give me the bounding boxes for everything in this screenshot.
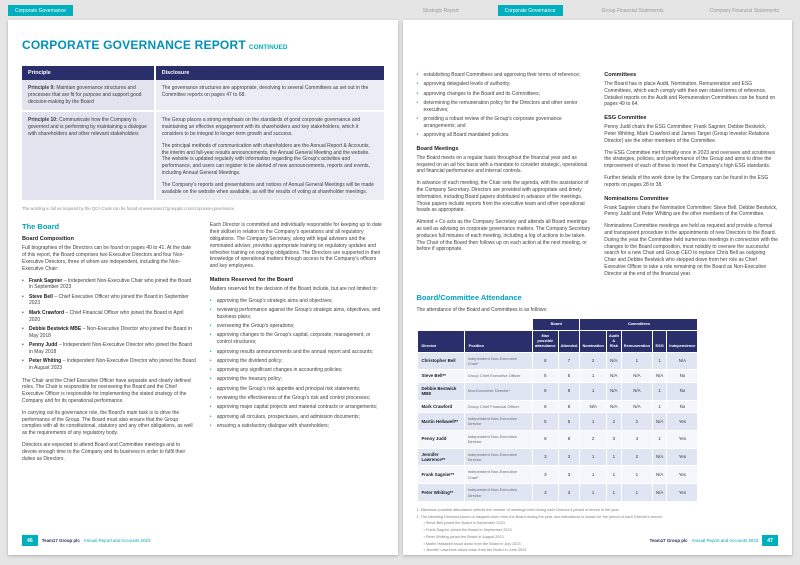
top-navigation-bar: [0, 0, 800, 18]
group-board-header: Board: [533, 319, 580, 331]
esg-cell: 1: [652, 400, 666, 412]
director-name: Penny Judd: [29, 341, 58, 348]
left-page-column-1: [22, 222, 196, 467]
left-page-column-2: [210, 222, 384, 467]
body-paragraph: Almond + Co acts as the Company Secretary and attends all Board meetings as well as advising on corporate governance matters. The Company Secretary produces full minutes of each meeting, including a log of actions to be taken. The Chair of the Board then follows up on each action at the next meeting, or before if appropriate.: [416, 219, 591, 253]
esg-cell: N/A: [652, 466, 666, 484]
disclosure-paragraph: The governance structures are appropriate, devolving to several Committees as set out in the Committee reports on pages 47 to 68.: [161, 85, 369, 98]
matter-list-item: • determining the remuneration policy for the Directors and other senior executives;: [417, 100, 591, 114]
footer-company: Team17 Group plc: [41, 538, 80, 543]
principle-9-cell: [22, 80, 156, 112]
body-paragraph: Frank Sagnier chairs the Nomination Committee; Steve Bell, Debbie Bestwick, Penny Judd and Peter Whiting are the other members of the Committee.: [604, 204, 778, 218]
disclosure-paragraph: The Group places a strong emphasis on the standards of good corporate governance and maintaining an effective engagement with its shareholders and key stakeholders, which it considers to be integral to longer term growth and success.: [161, 117, 361, 137]
principle-10-disclosure: [156, 112, 384, 202]
section-tab[interactable]: Corporate Governance: [498, 5, 563, 16]
attended-cell: 8: [558, 400, 580, 412]
esg-header: ESG: [652, 331, 666, 352]
attendance-group-row: [417, 319, 698, 331]
matters-list-continued: [417, 72, 591, 139]
principle-10-row: [22, 112, 384, 202]
matter-list-item: • approving any significant changes in accounting policies;: [210, 367, 384, 374]
director-name-cell: Peter Whiting**: [417, 484, 464, 502]
group-spacer: [417, 319, 533, 331]
director-name-cell: Frank Sagnier**: [417, 466, 464, 484]
director-position-cell: Group Chief Financial Officer: [464, 400, 532, 412]
attended-cell: 5: [558, 370, 580, 382]
director-list-item: [22, 326, 196, 340]
independence-cell: Yes: [667, 484, 698, 502]
esg-committee-heading: ESG Committee: [604, 115, 647, 122]
the-board-heading: The Board: [22, 222, 60, 232]
footnote-line: 1. Maximum possible attendance reflects the number of meetings held during each Director's period of tenure in the year.: [416, 508, 620, 513]
director-name: Mark Crawford: [29, 309, 65, 316]
attended-cell: 7: [558, 352, 580, 370]
attendance-intro: The attendance of the Board and Committees is as follows:: [416, 306, 548, 313]
disclosure-column-header: Disclosure: [156, 66, 384, 80]
director-name-cell: Mark Crawford: [417, 400, 464, 412]
attendance-row: [417, 466, 698, 484]
director-name: Debbie Bestwick MBE: [29, 325, 82, 332]
attended-cell: 8: [558, 382, 580, 400]
matters-reserved-heading: Matters Reserved for the Board: [209, 276, 294, 283]
esg-cell: N/A: [652, 484, 666, 502]
nomination-cell: N/A: [580, 400, 606, 412]
director-position-cell: Independent Non-Executive Director: [464, 448, 532, 466]
report-spread: [0, 18, 800, 555]
director-name-cell: Martin Hellawell**: [417, 412, 464, 430]
principle-9-title: Principle 9:: [28, 85, 55, 91]
matter-list-item: • reviewing the effectiveness of the Group's risk and control processes;: [210, 395, 384, 402]
qca-code-note: The wording in full as required by the QCA Code can be found at www.team17groupplc.com/corporate-governance: [22, 206, 235, 212]
matter-list-item: • approving the treasury policy;: [210, 376, 384, 383]
body-paragraph: In advance of each meeting, the Chair sets the agenda, with the assistance of the Company Secretary. Directors are provided with appropriate and timely information, including Board papers distributed in advance of the meetings. Those papers include reports from the executive team and other operational heads as appropriate.: [416, 180, 589, 214]
footnote-line: • Martin Hellawell stood down from the Board in July 2023: [423, 541, 521, 546]
independence-cell: Yes: [667, 412, 698, 430]
attendance-footnotes: [417, 508, 699, 553]
director-role: – Independent Non-Executive Director who joined the Board in August 2023: [29, 358, 196, 371]
remuneration-cell: 1: [621, 484, 652, 502]
matter-list-item: • approving the Group's risk appetite and principal risk statements;: [210, 386, 384, 393]
esg-paragraphs: [604, 124, 778, 188]
independence-cell: No: [667, 400, 698, 412]
nomination-cell: 1: [580, 412, 606, 430]
director-name: Steve Bell: [29, 293, 53, 300]
independence-cell: No: [667, 382, 698, 400]
director-position-cell: Independent Non-Executive Chair*: [464, 352, 532, 370]
remuneration-cell: 1: [621, 466, 652, 484]
audit-risk-cell: 1: [606, 448, 621, 466]
disclosure-paragraph: The principal methods of communication with shareholders are the Annual Report & Accounts, the interim and full-year results announcements, the Annual General Meeting and the website. The website is updated regularly with information regarding the Group's activities and performance, and users can register to be alerted of new announcements, reports and events, including Annual General Meetings.: [161, 142, 370, 176]
director-position-cell: Independent Non-Executive Director: [464, 412, 532, 430]
attendance-row: [417, 370, 698, 382]
principle-column-header: Principle: [22, 66, 156, 80]
attendance-heading: Board/Committee Attendance: [416, 292, 522, 302]
matter-list-item: • approving all circulars, prospectuses, and admission documents;: [210, 414, 384, 421]
independence-header: Independence: [667, 331, 698, 352]
committees-paragraph: The Board has in place Audit, Nomination, Remuneration and ESG Committees, which each comply with their own stated terms of reference. Detailed reports on the Audit and Remuneration Committees can be found on pages 49 to 64.: [604, 81, 776, 108]
matter-list-item: • approving changes to the Board and its Committees;: [417, 91, 591, 98]
current-section-tab[interactable]: Corporate Governance: [8, 5, 73, 16]
max-attendance-cell: 3: [533, 466, 559, 484]
committees-heading: Committees: [604, 72, 637, 78]
audit-risk-header: Audit & Risk: [606, 331, 621, 352]
independence-cell: Yes: [667, 430, 698, 448]
director-header: Director: [417, 331, 464, 352]
matter-list-item: • approving major capital projects and material contracts or arrangements;: [210, 404, 384, 411]
independence-cell: N/A: [667, 352, 698, 370]
matter-list-item: • approving all Board mandated policies.: [417, 132, 591, 139]
body-paragraph: In carrying out its governance role, the Board's main task is to drive the performance of the Group. The Board must also ensure that the Group complies with all its constitutional, statutory and any other obligations, as well as the requirements of any regulatory body.: [22, 409, 193, 437]
remuneration-cell: 1: [621, 352, 652, 370]
footnote-line: • Frank Sagnier joined the Board in September 2023: [423, 528, 512, 533]
principles-header-row: [22, 66, 384, 80]
body-paragraph: Nominations Committee meetings are held as required and provide a formal and transparent procedure to the appointments of new Directors to the Board. During the year the Committee held numerous meetings in connection with the changes to the Board composition, most notably to oversee the successful search for a new Chair and Group CEO to replace Chris Bell as outgoing Chair and Debbie Bestwick who stepped down from her role as Chief Executive Officer to take a role remaining on the Board as Non-Executive Director at the end of the financial year.: [604, 223, 778, 277]
director-position-cell: Independent Non-Executive Director: [464, 484, 532, 502]
attended-header: Attended: [558, 331, 580, 352]
matter-list-item: • approving changes to the Group's capital, corporate, management, or control structures;: [210, 332, 384, 346]
attended-cell: 3: [558, 484, 580, 502]
remuneration-cell: 4: [621, 430, 652, 448]
max-attendance-cell: 8: [533, 400, 559, 412]
principle-10-text: Communicate how the Company is governed and is performing by maintaining a dialogue with shareholders and other relevant stakeholders: [28, 117, 147, 137]
max-attendance-cell: 8: [533, 430, 559, 448]
directors-list: [22, 278, 196, 372]
director-name-cell: Jennifer Lawrence**: [417, 448, 464, 466]
director-position-cell: Non-Executive Director*: [464, 382, 532, 400]
left-page-footer: [22, 535, 150, 546]
remuneration-cell: N/A: [621, 382, 652, 400]
director-role: – Non-Executive Director who joined the Board in May 2018: [29, 325, 192, 339]
principle-10-title: Principle 10:: [28, 117, 58, 124]
max-attendance-cell: 3: [533, 448, 559, 466]
page-number-left: 46: [22, 535, 38, 546]
attended-cell: 8: [558, 430, 580, 448]
principle-9-text: Maintain governance structures and processes that are fit for purpose and support good decision-making by the Board: [28, 85, 142, 105]
page-left: [8, 20, 398, 555]
nominations-committee-heading: Nominations Committee: [604, 195, 669, 202]
attendance-row: [417, 484, 698, 502]
max-attendance-cell: 5: [533, 370, 559, 382]
matter-list-item: • establishing Board Committees and approving their terms of reference;: [417, 72, 591, 79]
section-tab[interactable]: Company Financial Statements: [709, 7, 779, 14]
nomination-cell: 2: [580, 430, 606, 448]
audit-risk-cell: 1: [606, 466, 621, 484]
remuneration-cell: N/A: [621, 370, 652, 382]
attendance-section: [417, 293, 779, 554]
body-paragraph: The ESG Committee met formally once in 2023 and oversees and scrutinises the strategies, policies, and performance of the Group and aims to drive the improvement of each of these to meet the Company's high ESG standards.: [604, 149, 776, 170]
section-tab[interactable]: Group Financial Statements: [601, 7, 664, 14]
group-committees-header: Committees: [580, 319, 698, 331]
director-list-item: [22, 278, 196, 292]
remuneration-header: Remuneration: [621, 331, 652, 352]
attendance-row: [417, 382, 698, 400]
audit-risk-cell: N/A: [606, 352, 621, 370]
nomination-cell: 1: [580, 466, 606, 484]
director-name-cell: Steve Bell**: [417, 370, 464, 382]
director-list-item: [22, 358, 196, 372]
body-paragraph: The Board meets on a regular basis throughout the financial year and as required on an ad hoc basis with a mandate to consider strategic, operational and financial performance and internal controls.: [416, 154, 588, 175]
remuneration-cell: N/A: [621, 400, 652, 412]
nomination-cell: 1: [580, 370, 606, 382]
principles-table: [22, 66, 384, 202]
audit-risk-cell: 2: [606, 412, 621, 430]
audit-risk-cell: 1: [606, 484, 621, 502]
matters-reserved-intro: Matters reserved for the decision of the Board include, but are not limited to:: [209, 285, 378, 292]
board-paragraphs: [22, 378, 196, 463]
page-title-continued: CONTINUED: [248, 44, 288, 51]
nominations-paragraphs: [604, 205, 778, 278]
footnote-line: • Peter Whiting joined the Board in August 2023: [423, 534, 504, 539]
footnote-line: • Steve Bell joined the Board in September 2023: [423, 521, 505, 526]
attendance-row: [417, 412, 698, 430]
director-name-cell: Christopher Bell: [417, 352, 464, 370]
page-title: [22, 36, 384, 54]
max-attendance-header: Max possible attendance: [533, 331, 559, 352]
director-position-cell: Independent Non-Executive Chair*: [464, 466, 532, 484]
audit-risk-cell: 3: [606, 430, 621, 448]
audit-risk-cell: N/A: [606, 382, 621, 400]
attendance-row: [417, 430, 698, 448]
max-attendance-cell: 8: [533, 382, 559, 400]
attended-cell: 5: [558, 412, 580, 430]
matter-list-item: • approving results announcements and the annual report and accounts;: [210, 349, 384, 356]
director-name: Peter Whiting: [29, 358, 62, 365]
right-page-column-1: [417, 72, 591, 283]
esg-cell: 1: [652, 382, 666, 400]
esg-cell: 1: [652, 430, 666, 448]
esg-cell: 1: [652, 352, 666, 370]
independence-cell: No: [667, 370, 698, 382]
attendance-header-row: [417, 331, 698, 352]
matters-list: [210, 298, 384, 430]
director-role: – Chief Executive Officer who joined the Board in September 2023: [29, 293, 189, 307]
nomination-cell: 2: [580, 352, 606, 370]
director-name-cell: Debbie Bestwick MBE: [417, 382, 464, 400]
right-page-columns: [417, 72, 779, 283]
footnote-line: 2. The following Directors joined or stepped down from the Board during the year, and attendance is shown for the period of each Director's tenure:: [416, 514, 663, 519]
director-role: – Independent Non-Executive Chair who joined the Board in September 2023: [29, 277, 192, 291]
max-attendance-cell: 5: [533, 412, 559, 430]
director-name-cell: Penny Judd: [417, 430, 464, 448]
director-list-item: [22, 294, 196, 308]
matter-list-item: • reviewing performance against the Group's strategic aims, objectives, and business plans;: [210, 307, 384, 321]
principle-9-row: [22, 80, 384, 112]
body-paragraph: Further details of the work done by the Company can be found in the ESG reports on pages 28 to 38.: [604, 174, 769, 188]
attendance-table-wrap: [417, 318, 699, 553]
principle-9-disclosure: [156, 80, 384, 112]
remuneration-cell: 2: [621, 448, 652, 466]
nomination-header: Nomination: [580, 331, 606, 352]
board-composition-heading: Board Composition: [22, 236, 74, 243]
page-number-right: 47: [762, 535, 778, 546]
matter-list-item: • providing a robust review of the Group's corporate governance arrangements; and: [417, 116, 591, 130]
matter-list-item: • approving delegated levels of authority;: [417, 81, 591, 88]
max-attendance-cell: 3: [533, 484, 559, 502]
left-page-columns: [22, 222, 384, 467]
body-paragraph: Directors are expected to attend Board and Committee meetings and to devote enough time to the Company and its business in order to fulfil their duties as Directors.: [22, 441, 186, 462]
page-title-text: CORPORATE GOVERNANCE REPORT: [22, 38, 246, 52]
director-role: – Chief Financial Officer who joined the Board in April 2020: [29, 309, 184, 323]
footer-company: Team17 Group plc: [649, 538, 688, 543]
body-paragraph: Penny Judd chairs the ESG Committee; Frank Sagnier, Debbie Bestwick, Peter Whiting, Mark Crawford and James Target (Group Investor Relations Director) are the other members of the Committee.: [604, 124, 770, 144]
matter-list-item: • overseeing the Group's operations;: [210, 323, 384, 330]
attended-cell: 3: [558, 466, 580, 484]
disclosure-paragraph: The Company's reports and presentations and notices of Annual General Meetings will be made available on the website when available, as will the results of voting at shareholder meetings.: [161, 181, 374, 195]
esg-cell: N/A: [652, 412, 666, 430]
footnote-line: • Jennifer Lawrence stood down from the Board in June 2023: [423, 548, 527, 553]
board-meetings-paragraphs: [417, 155, 591, 253]
director-list-item: [22, 310, 196, 324]
director-position-cell: Independent Non-Executive Director: [464, 430, 532, 448]
nomination-cell: 1: [580, 448, 606, 466]
max-attendance-cell: 8: [533, 352, 559, 370]
remuneration-cell: 2: [621, 412, 652, 430]
attendance-table: [417, 318, 699, 502]
nomination-cell: 1: [580, 382, 606, 400]
independence-cell: Yes: [667, 466, 698, 484]
footer-report-title: Annual Report and Accounts 2023: [691, 538, 759, 543]
nomination-cell: 1: [580, 484, 606, 502]
director-list-item: [22, 342, 196, 356]
attendance-row: [417, 400, 698, 412]
matter-list-item: • approving the Group's strategic aims and objectives;: [210, 298, 384, 305]
section-tab[interactable]: Strategic Report: [422, 7, 459, 14]
director-position-cell: Group Chief Executive Officer: [464, 370, 532, 382]
esg-cell: N/A: [652, 370, 666, 382]
page-right: [403, 20, 793, 555]
director-role: – Independent Non-Executive Director who joined the Board in May 2018: [29, 341, 192, 355]
principle-10-cell: [22, 112, 156, 202]
body-paragraph: The Chair and the Chief Executive Officer have separate and clearly defined roles. The Chair is responsible for overseeing the Board and the Chief Executive Officer is responsible for implementing the stated strategy of the Company and for its operational performance.: [22, 377, 191, 404]
right-page-column-2: [604, 72, 778, 283]
board-meetings-heading: Board Meetings: [416, 145, 459, 152]
footer-report-title: Annual Report and Accounts 2023: [83, 538, 151, 543]
attendance-row: [417, 352, 698, 370]
audit-risk-cell: N/A: [606, 400, 621, 412]
attendance-row: [417, 448, 698, 466]
director-name: Frank Sagnier: [29, 277, 63, 284]
position-header: Position: [464, 331, 532, 352]
independence-cell: Yes: [667, 448, 698, 466]
right-page-footer: [650, 535, 778, 546]
board-composition-intro: Full biographies of the Directors can be found on pages 40 to 41. At the date of this report, the Board comprises two Executive Directors and four Non-Executive Directors, three of whom are independent, including the Non-Executive Chair:: [22, 245, 192, 272]
section-tabs: [416, 5, 792, 16]
audit-risk-cell: N/A: [606, 370, 621, 382]
attended-cell: 3: [558, 448, 580, 466]
esg-cell: N/A: [652, 448, 666, 466]
director-responsibility-paragraph: Each Director is committed and individually responsible for keeping up to date their skillset in relation to the Company's operations and all regulatory obligations. The Company Secretary, along with legal advisers and the nominated adviser, provides appropriate training on regulatory updates and refresher training on ongoing obligations. The Directors are supported in their knowledge of operational matters through access to the Company's officers and key employees.: [209, 222, 382, 270]
matter-list-item: • ensuring a satisfactory dialogue with shareholders;: [210, 423, 384, 430]
matter-list-item: • approving the dividend policy;: [210, 358, 384, 365]
